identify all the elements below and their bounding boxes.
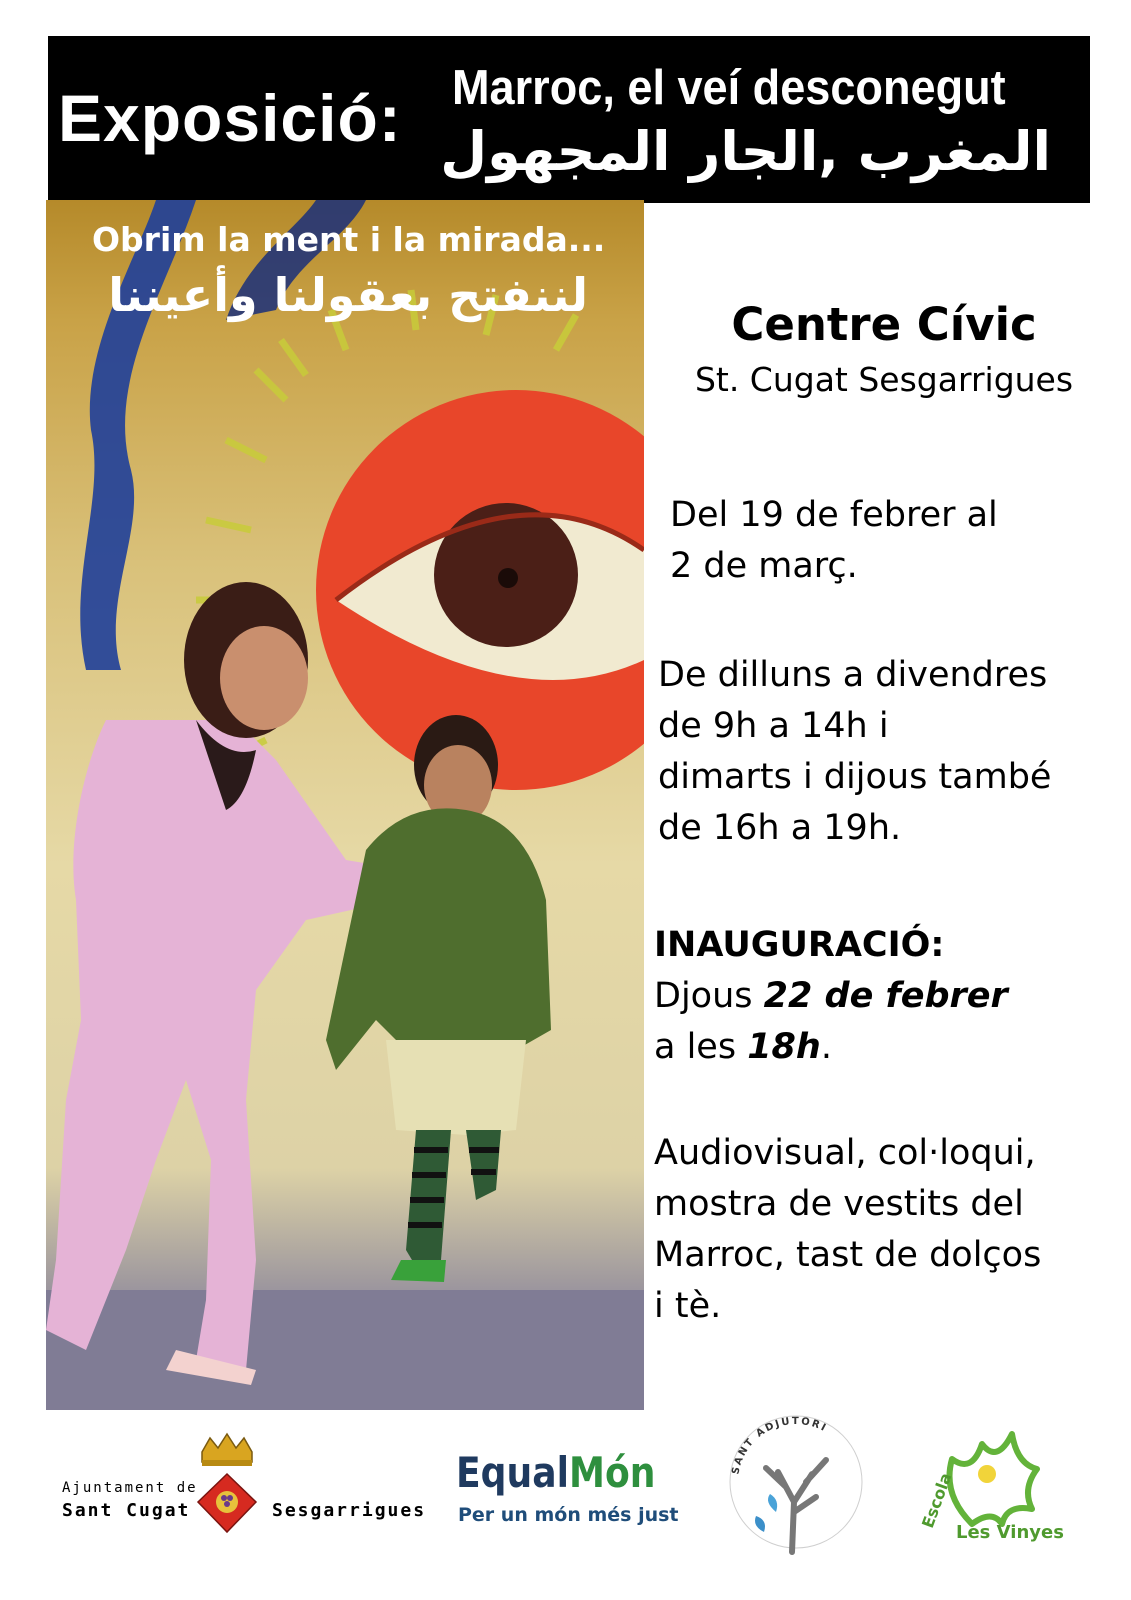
equalmon-name [456,1448,655,1497]
exhibition-title-arabic: المغرب ,الجار المجهول [440,120,1051,183]
venue-town: St. Cugat Sesgarrigues [694,360,1074,399]
ajuntament-left-text: Sant Cugat [62,1500,191,1521]
exhibition-title: Marroc, el veí desconegut [452,61,1006,115]
hours-line-1: De dilluns a divendres [658,655,1048,695]
hours-line-2: de 9h a 14h i [658,706,889,746]
inauguration-time-line [654,1022,832,1073]
inauguration-time-prefix: a les [654,1027,748,1067]
ajuntament-right-text: Sesgarrigues [272,1500,427,1521]
eye-pupil [498,568,518,588]
activities-line-4: i tè. [654,1286,722,1326]
ajuntament-top-text: Ajuntament de [62,1480,198,1496]
boy-figure [326,715,551,1282]
inauguration-time-suffix: . [820,1027,832,1067]
coat-of-arms-icon [196,1432,258,1564]
venue-name: Centre Cívic [731,298,1037,351]
equalmon-name-part2: Món [569,1448,656,1497]
inauguration-heading: INAUGURACIÓ: [654,925,945,965]
activities-line-2: mostra de vestits del [654,1184,1024,1224]
floor [46,1290,644,1410]
activities-line-1: Audiovisual, col·loqui, [654,1133,1036,1173]
hours-line-4: de 16h a 19h. [658,808,902,848]
photo-illustration [46,200,644,1410]
exhibition-label: Exposició: [58,81,402,155]
inauguration-date-line [654,971,1008,1022]
sant-adjutori-logo [716,1402,876,1562]
equalmon-tagline: Per un món més just [458,1504,679,1526]
inauguration-time: 18h [747,1027,821,1067]
hours-line-3: dimarts i dijous també [658,757,1052,797]
photo-caption: Obrim la ment i la mirada... [92,220,606,259]
escola-les-vinyes-logo [912,1404,1072,1554]
activities-line-3: Marroc, tast de dolços [654,1235,1042,1275]
dates-line-2: 2 de març. [670,546,858,586]
equalmon-logo [456,1440,679,1550]
les-vinyes-word: Les Vinyes [956,1522,1064,1543]
escola-word: Escola [918,1470,956,1531]
inauguration-date: 22 de febrer [763,976,1008,1016]
inauguration-day-prefix: Djous [654,976,764,1016]
sant-adjutori-name: SANT ADJUTORI [730,1415,829,1476]
equalmon-name-part1: Equal [456,1448,570,1497]
ajuntament-logo [62,1432,442,1567]
tree-icon [716,1402,876,1562]
photo-caption-arabic: لننفتح بعقولنا وأعيننا [108,268,588,322]
poster-photo [46,200,644,1410]
dates-line-1: Del 19 de febrer al [670,495,998,535]
